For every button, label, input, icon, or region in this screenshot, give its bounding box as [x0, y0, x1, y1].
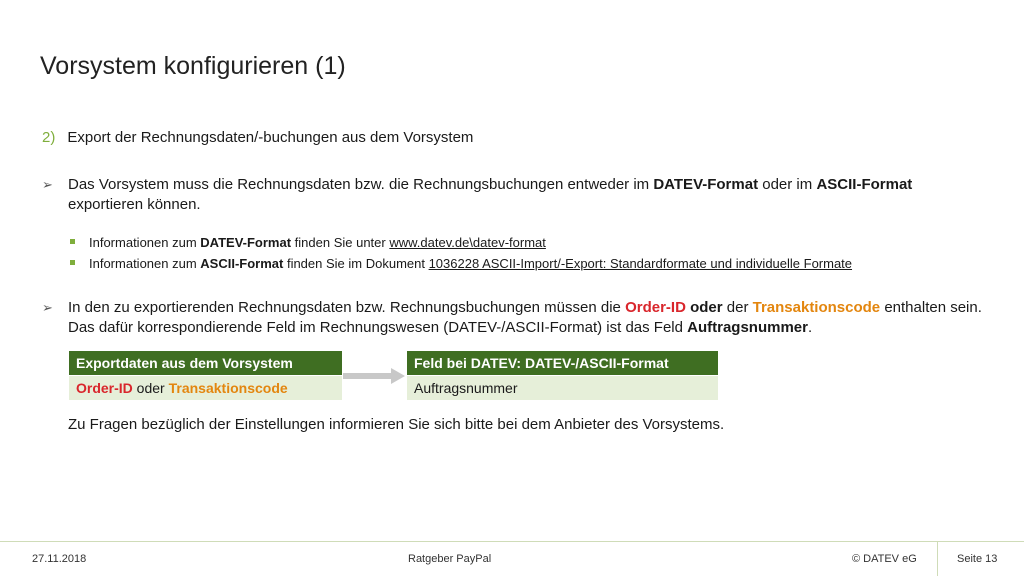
cell-order-id: Order-ID — [76, 380, 133, 396]
table-left-cell — [69, 375, 342, 400]
sub1-text-1: Informationen zum — [89, 235, 201, 250]
sub2-bold: ASCII-Format — [200, 256, 284, 271]
cell-oder: oder — [132, 380, 169, 396]
footer-vertical-divider — [937, 541, 938, 576]
sub1-bold: DATEV-Format — [200, 235, 292, 250]
table-right-cell: Auftragsnummer — [407, 375, 718, 400]
section-number: 2) — [42, 129, 56, 146]
table-export-data — [69, 351, 342, 400]
cell-transaktionscode: Transaktionscode — [168, 380, 288, 396]
sub1-text-2: finden Sie unter — [291, 235, 390, 250]
footer-divider — [0, 541, 1024, 542]
table-datev-field — [407, 351, 718, 400]
ascii-document-link[interactable]: 1036228 ASCII-Import/-Export: Standardformate und individuelle Formate — [428, 256, 853, 271]
sub-bullet-datev — [70, 234, 546, 252]
bullet1-bold-ascii: ASCII-Format — [816, 176, 913, 193]
section-text: Export der Rechnungsdaten/-buchungen aus dem Vorsystem — [67, 129, 474, 146]
note-text: Zu Fragen bezüglich der Einstellungen informieren Sie sich bitte bei dem Anbieter des Vorsystems. — [68, 416, 725, 433]
footer-date: 27.11.2018 — [32, 553, 87, 565]
square-bullet-icon — [70, 239, 75, 244]
bullet1-bold-datev: DATEV-Format — [653, 176, 759, 193]
slide-title: Vorsystem konfigurieren (1) — [40, 52, 346, 80]
bullet1-text-1: Das Vorsystem muss die Rechnungsdaten bzw. die Rechnungsbuchungen entweder im — [68, 176, 654, 193]
bullet2-text-2: der — [722, 299, 753, 316]
bullet-export-format — [42, 175, 982, 215]
footer-title: Ratgeber PayPal — [408, 553, 492, 565]
sub2-text-2: finden Sie im Dokument — [283, 256, 429, 271]
datev-format-link[interactable]: www.datev.de\datev-format — [389, 235, 546, 250]
arrow-bullet-icon: ➢ — [42, 177, 53, 192]
bullet1-text-3: exportieren können. — [68, 196, 201, 213]
bullet2-order-id: Order-ID — [625, 299, 686, 316]
table-left-header: Exportdaten aus dem Vorsystem — [69, 351, 342, 375]
sub-bullet-ascii — [70, 255, 852, 273]
bullet2-bold-auftragsnummer: Auftragsnummer — [687, 319, 808, 336]
section-heading — [42, 129, 473, 146]
bullet1-text-2: oder im — [758, 176, 817, 193]
bullet2-text-4: . — [808, 319, 813, 336]
footer-copyright: © DATEV eG — [852, 553, 917, 565]
bullet2-text-3: enthalten sein. Das dafür korrespondierende Feld im Rechnungswesen (DATEV-/ASCII-Format) ist das Feld — [68, 299, 982, 336]
arrow-bullet-icon: ➢ — [42, 300, 53, 315]
table-right-header: Feld bei DATEV: DATEV-/ASCII-Format — [407, 351, 718, 375]
right-arrow-icon — [343, 368, 405, 384]
bullet2-text-1: In den zu exportierenden Rechnungsdaten bzw. Rechnungsbuchungen müssen die — [68, 299, 626, 316]
sub2-text-1: Informationen zum — [89, 256, 201, 271]
footer-page-number: Seite 13 — [957, 553, 998, 565]
square-bullet-icon — [70, 260, 75, 265]
bullet2-transaktionscode: Transaktionscode — [752, 299, 881, 316]
bullet-order-id — [42, 298, 982, 338]
bullet2-bold-oder: oder — [685, 299, 723, 316]
